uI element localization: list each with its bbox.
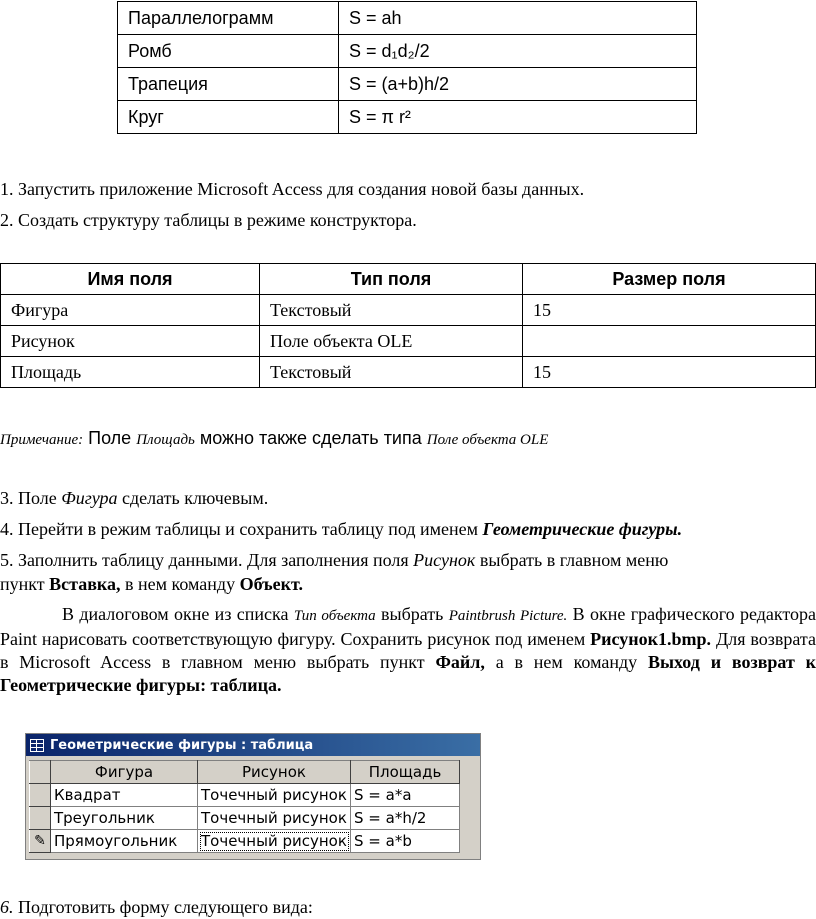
note-field: Площадь: [136, 432, 195, 448]
record-selector[interactable]: [30, 807, 51, 830]
table-cell: Площадь: [1, 357, 260, 388]
para-text: В диалоговом окне из списка: [62, 604, 294, 624]
file-name: Рисунок1.bmp.: [590, 629, 712, 649]
select-all-corner[interactable]: [30, 761, 51, 784]
shape-formula: S = d₁d₂/2: [339, 35, 697, 68]
step-field: Рисунок: [413, 550, 476, 570]
table-cell: 15: [523, 357, 816, 388]
table-cell: [523, 326, 816, 357]
para-text: В окне графического редактора Paint нарисовать соответствующую фигуру. Сохранить рисунок под именем: [0, 604, 816, 649]
table-row: [118, 101, 697, 134]
object-type: Paintbrush Picture.: [448, 608, 568, 624]
menu-item-name: Вставка,: [49, 574, 121, 594]
command-name: Выход и возврат к Геометрические фигуры: таблица.: [0, 652, 816, 695]
column-header: Размер поля: [523, 264, 816, 295]
menu-item-name: Файл,: [435, 652, 485, 672]
record-selector[interactable]: [30, 830, 51, 853]
cell-figura[interactable]: Квадрат: [51, 784, 198, 807]
note-label: Примечание:: [0, 432, 84, 448]
para-text: а в нем команду: [484, 652, 648, 672]
table-row: [118, 35, 697, 68]
step-4: [0, 517, 682, 541]
note-text: можно также сделать типа: [194, 428, 427, 448]
table-cell: 15: [523, 295, 816, 326]
table-row: [1, 357, 816, 388]
dialog-list-name: Тип объекта: [293, 608, 376, 624]
step-text: 5. Заполнить таблицу данными. Для заполнения поля: [0, 550, 414, 570]
column-header-figura[interactable]: Фигура: [51, 761, 198, 784]
step-text: Подготовить форму следующего вида:: [13, 897, 313, 917]
cell-ploshchad[interactable]: S = a*h/2: [351, 807, 460, 830]
note: [0, 426, 548, 452]
note-text: Поле: [83, 428, 137, 448]
table-row: [30, 784, 460, 807]
table-cell: Фигура: [1, 295, 260, 326]
step-1: 1. Запустить приложение Microsoft Access для создания новой базы данных.: [0, 179, 585, 199]
table-cell: Поле объекта OLE: [260, 326, 523, 357]
shape-name: Трапеция: [118, 68, 339, 101]
step-text: выбрать в главном меню: [475, 550, 669, 570]
shape-name: Ромб: [118, 35, 339, 68]
shape-formula: S = (a+b)h/2: [339, 68, 697, 101]
para-text: выбрать: [375, 604, 449, 624]
shape-name: Круг: [118, 101, 339, 134]
step-3: [0, 486, 268, 510]
table-row: [1, 326, 816, 357]
column-header: Тип поля: [260, 264, 523, 295]
table-row: [30, 830, 460, 853]
step-text: в нем команду: [120, 574, 240, 594]
note-type: Поле объекта OLE: [426, 432, 549, 448]
table-row: [118, 2, 697, 35]
step-text: сделать ключевым.: [117, 488, 269, 508]
datasheet-grid: [29, 760, 460, 853]
para-text: Для возврата в Microsoft Access в главном меню выбрать пункт: [0, 629, 816, 672]
window-title-bar[interactable]: [26, 734, 480, 756]
step-5-line-1: [0, 548, 668, 572]
column-header: Имя поля: [1, 264, 260, 295]
step-text: пункт: [0, 574, 50, 594]
cell-figura[interactable]: Треугольник: [51, 807, 198, 830]
shape-formula: S = ah: [339, 2, 697, 35]
column-header-ploshchad[interactable]: Площадь: [351, 761, 460, 784]
step-field: Фигура: [61, 488, 118, 508]
pencil-icon: ✎: [34, 833, 46, 849]
table-row: [30, 807, 460, 830]
table-row: [118, 68, 697, 101]
cell-risunok[interactable]: Точечный рисунок: [198, 784, 351, 807]
record-selector[interactable]: [30, 784, 51, 807]
step-5-line-2: [0, 572, 303, 596]
formulas-table: [117, 1, 697, 134]
shape-formula: S = π r²: [339, 101, 697, 134]
datasheet-header-row: [30, 761, 460, 784]
instruction-paragraph: [0, 603, 816, 697]
cell-figura[interactable]: Прямоугольник: [51, 830, 198, 853]
table-name: Геометрические фигуры.: [482, 519, 683, 539]
fields-table: [0, 263, 816, 388]
table-cell: Текстовый: [260, 357, 523, 388]
table-row: [1, 295, 816, 326]
cell-risunok[interactable]: Точечный рисунок: [198, 830, 351, 853]
window-title: Геометрические фигуры : таблица: [50, 737, 314, 753]
command-name: Объект.: [239, 574, 303, 594]
cell-risunok[interactable]: Точечный рисунок: [198, 807, 351, 830]
cell-ploshchad[interactable]: S = a*a: [351, 784, 460, 807]
step-6: [0, 895, 313, 919]
table-icon: [30, 739, 44, 752]
cell-ploshchad[interactable]: S = a*b: [351, 830, 460, 853]
access-table-window: [25, 733, 481, 860]
table-cell: Рисунок: [1, 326, 260, 357]
shape-name: Параллелограмм: [118, 2, 339, 35]
table-cell: Текстовый: [260, 295, 523, 326]
step-text: 3. Поле: [0, 488, 62, 508]
table-header-row: [1, 264, 816, 295]
column-header-risunok[interactable]: Рисунок: [198, 761, 351, 784]
step-text: 4. Перейти в режим таблицы и сохранить таблицу под именем: [0, 519, 483, 539]
step-number: 6.: [0, 897, 14, 917]
step-2: 2. Создать структуру таблицы в режиме конструктора.: [0, 210, 417, 230]
